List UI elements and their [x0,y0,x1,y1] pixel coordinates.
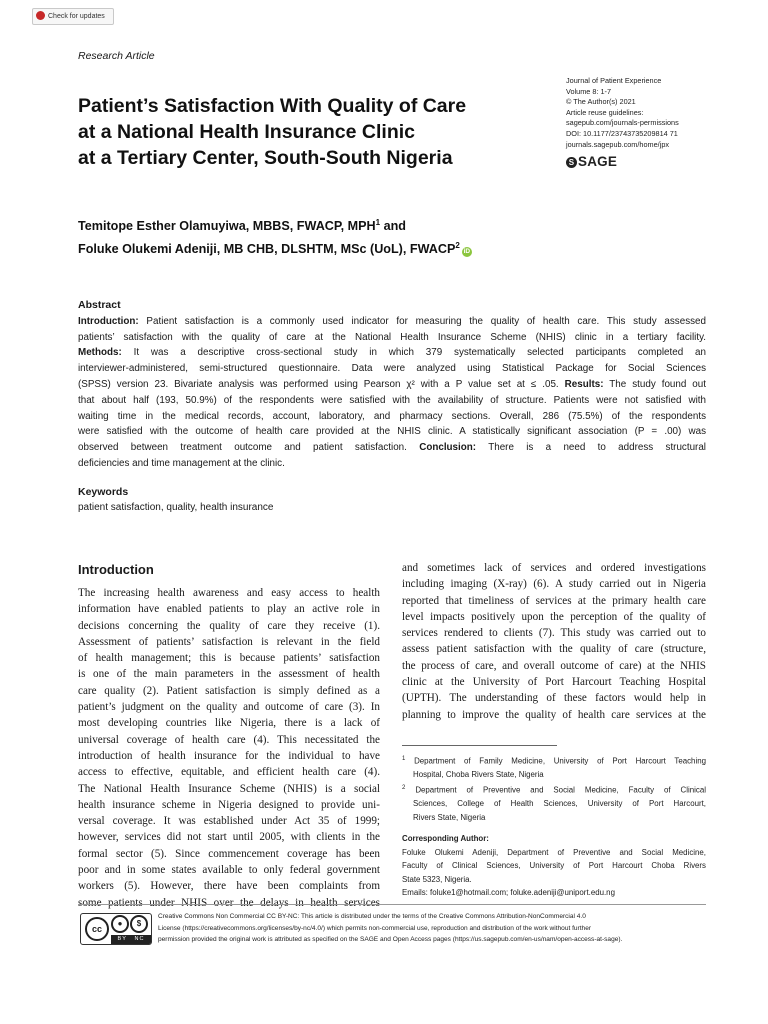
crossmark-icon [36,11,45,20]
text-line: universal coverage of health care (4). This necessitated the [78,733,380,746]
title-line: at a National Health Insurance Clinic [78,121,416,143]
abstract-text: observed between treatment outcome and patient satisfaction. [78,442,407,454]
abstract-body [78,314,706,472]
permissions-link[interactable]: sagepub.com/journals-permissions [566,118,679,128]
author-line-2: Foluke Olukemi Adeniji, MB CHB, DLSHTM, MSc (UoL), FWACP$^2$iD [78,241,471,257]
text-line: services rendered to clients (7). This study was carried out to [402,627,706,640]
keywords-heading: Keywords [78,486,129,498]
title-line: at a Tertiary Center, South-South Nigeria [78,147,453,169]
corresponding-line: Faculty of Clinical Sciences, University of Port Harcourt Choba Rivers [402,861,706,871]
license-line: License (https://creativecommons.org/licenses/by-nc/4.0/) which permits non-commercial use, reproduction and distribution of the work without further [158,924,592,932]
affiliation-line [402,811,706,825]
abstract-line [78,456,706,472]
affiliation-number: 2 [402,784,406,791]
journal-volume: Volume 8: 1-7 [566,86,612,96]
text-line: the process of care, and overall outcome of care) at the NHIS [402,659,706,672]
abstract-subheading: Results: [558,378,604,390]
introduction-heading: Introduction [78,562,154,577]
text-line: care quality (2). Patient satisfaction is simply defined as a [78,684,380,697]
cc-by-nc-badge[interactable] [80,913,152,945]
nc-dollar-icon: $ [130,915,148,933]
text-line: patient’s judgment on the quality and outcome of care (3). In [78,701,380,714]
right-column-text [402,560,706,723]
corresponding-line: Foluke Olukemi Adeniji, Department of Preventive and Social Medicine, [402,847,706,857]
footnote-divider [402,745,557,746]
journal-info [566,76,716,150]
abstract-text: The study found out [603,378,706,390]
text-line: health insurance scheme in Nigeria designed to provide uni- [78,798,380,811]
text-line: poor and in some states available to only federal government [78,864,380,877]
person-icon: ● [111,915,129,933]
affiliation-text: Sciences, College of Health Sciences, University of Port Harcourt, [413,799,706,809]
affiliations [402,753,706,824]
abstract-subheading: Methods: [78,347,122,359]
abstract-text: waiting time in the medical records, account, laboratory, and pharmacy sections. Overall, 286 (75.5%) of the respondents [78,410,706,422]
text-line: most developing countries like Nigeria, there is a lack of [78,717,380,730]
abstract-line [78,361,706,377]
affiliation-line [402,782,706,797]
abstract-line [78,314,706,330]
journal-home-link[interactable]: journals.sagepub.com/home/jpx [566,139,670,149]
text-line: planning to improve the quality of health care services at the [402,708,706,721]
text-line: clinic at the University of Port Harcourt Teaching Hospital [402,676,706,689]
text-line: assess patient satisfaction with the quality of care (structure, [402,643,706,656]
sage-s-icon: S [566,157,577,168]
abstract-text: that about half (193, 50.9%) of the respondents were satisfied with the availability of structure. Patients were not satisfied with [78,394,706,406]
text-line: Assessment of patients’ satisfaction is relevant in the field [78,635,380,648]
check-for-updates-label: Check for updates [48,13,105,20]
text-line: workers (5). However, there have been complaints from [78,880,380,893]
corresponding-author [402,832,706,900]
abstract-text: There is a need to address structural [476,442,706,454]
affiliation-line [402,797,706,811]
article-type: Research Article [78,50,155,62]
author-line-1: Temitope Esther Olamuyiwa, MBBS, FWACP, MPH$^1$ and [78,218,406,234]
by-nc-strip: BY NC [111,935,151,944]
text-line: of health management; this is because patients’ satisfaction [78,652,380,665]
orcid-icon[interactable]: iD [463,248,471,256]
text-line: some patients under NHIS over the delays in health services [78,896,380,909]
affiliation-text: Department of Preventive and Social Medicine, Faculty of Clinical [415,785,706,795]
copyright: © The Author(s) 2021 [566,97,636,107]
license-line: permission provided the original work is attributed as specified on the SAGE and Open Access pages (https://us.sagepub.com/en-us/nam/open-access-at-sage). [158,936,623,944]
title-line: Patient’s Satisfaction With Quality of Care [78,95,467,117]
cc-icon: cc [85,917,109,941]
doi[interactable]: DOI: 10.1177/23743735209814 71 [566,128,678,138]
keywords-text: patient satisfaction, quality, health insurance [78,502,274,513]
corresponding-line: Emails: foluke1@hotmail.com; foluke.adeniji@uniport.edu.ng [402,888,615,898]
abstract-text: (SPSS) version 23. Bivariate analysis was performed using Pearson χ² with a P value set at ≤ .05. [78,378,559,390]
abstract-line [78,409,706,425]
text-line: formal sector (5). Since commencement coverage has been [78,847,380,860]
text-line: introduction of health insurance for the individual to have [78,749,380,762]
abstract-subheading: Introduction: [78,315,139,327]
abstract-text: interviewer-administered, semi-structured questionnaire. Data were analyzed using Statistical Package for Social Sciences [78,363,706,375]
affiliation-number: 1 [402,756,406,762]
abstract-text: were satisfied with the outcome of health care provided at the NHIS clinic. A statistically significant association (P = .00) was [78,426,706,438]
text-line: is one of the main parameters in the assessment of health [78,668,380,681]
text-line: The National Health Insurance Scheme (NHIS) is a social [78,782,380,795]
abstract-text: patients’ satisfaction with the quality of care at the National Health Insurance Scheme (NHIS) clinic in a tertiary facility. [78,331,706,343]
abstract-subheading: Conclusion: [406,442,477,454]
abstract-text: deficiencies and time management at the clinic. [78,457,285,469]
license-text [158,911,706,946]
text-line: The increasing health awareness and easy access to health [78,587,380,599]
author-list [78,213,638,259]
abstract-text: It was a descriptive cross-sectional study in which 379 systematically selected participants completed an [121,347,706,359]
affiliation-ref: 1 [375,218,381,227]
text-line: (UPTH). The understanding of these factors would help in [402,692,706,705]
check-for-updates-badge[interactable] [32,8,114,25]
license-divider [78,904,706,905]
article-title [78,93,548,171]
affiliation-text: Rivers State, Nigeria [413,812,486,822]
abstract-line [78,440,706,456]
abstract-text: Patient satisfaction is a commonly used indicator for measuring the quality of health care. This study assessed [138,315,706,327]
abstract-line [78,345,706,361]
affiliation-line [402,768,706,782]
abstract-line [78,424,706,440]
text-line: reported that timeliness of services at the primary health care [402,594,706,607]
affiliation-text: Hospital, Choba Rivers State, Nigeria [413,770,544,780]
license-line: Creative Commons Non Commercial CC BY-NC: This article is distributed under the terms of the Creative Commons Attribution-NonCommercial 4.0 [158,913,586,920]
text-line: decisions concerning the quality of care they receive (1). [78,619,380,632]
sage-logo: S SAGE [566,154,617,169]
abstract-line [78,393,706,409]
abstract-section [78,298,706,472]
affiliation-line [402,753,706,768]
text-line: however, services did not start until 2005, with clients in the [78,831,380,844]
corresponding-heading: Corresponding Author: [402,834,489,843]
keywords-section [78,484,478,516]
left-column-text [78,585,380,911]
text-line: including imaging (X-ray) (6). A study carried out in Nigeria [402,578,706,591]
abstract-line [78,377,706,393]
journal-name: Journal of Patient Experience [566,76,662,85]
abstract-line [78,330,706,346]
affiliation-text: Department of Family Medicine, University of Port Harcourt Teaching [414,756,706,766]
text-line: and sometimes lack of services and ordered investigations [402,562,706,574]
abstract-heading: Abstract [78,299,121,311]
text-line: level impacts positively upon the perception of the quality of [402,610,706,623]
text-line: information have enabled patients to play an active role in [78,603,380,616]
text-line: versal coverage. It was established under Act 35 of 1999; [78,815,380,828]
corresponding-line: State 5323, Nigeria. [402,874,472,884]
text-line: access to effective, equitable, and efficient health care (4). [78,766,380,779]
reuse-guidelines-label: Article reuse guidelines: [566,107,644,117]
affiliation-ref: 2 [455,241,460,251]
